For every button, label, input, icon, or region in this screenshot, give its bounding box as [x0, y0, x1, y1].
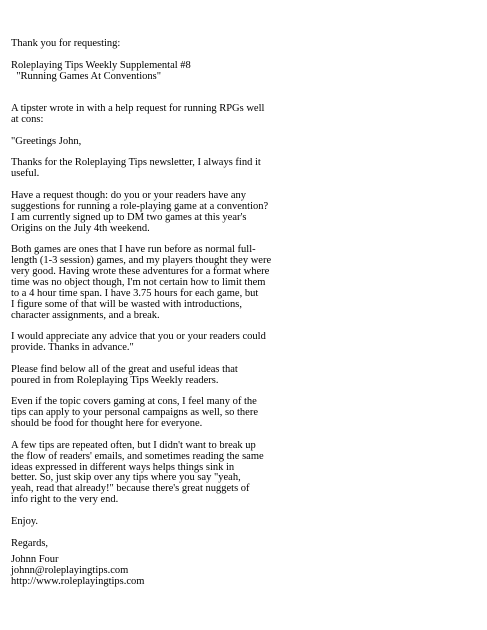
text-line: length (1-3 session) games, and my players thought they were — [11, 255, 272, 267]
text-line: very good. Having wrote these adventures for a format where — [11, 266, 270, 278]
text-line: A tipster wrote in with a help request for running RPGs well — [11, 103, 265, 115]
text-line: time was no object though, I'm not certain how to limit them — [11, 276, 266, 288]
text-line: the flow of readers' emails, and sometimes reading the same — [11, 450, 264, 462]
signature-name: Johnn Four — [11, 553, 59, 565]
text-line: Regards, — [11, 537, 49, 549]
text-line: poured in from Roleplaying Tips Weekly readers. — [11, 374, 219, 386]
text-line: should be food for thought here for everyone. — [11, 418, 203, 430]
text-line: I would appreciate any advice that you or your readers could — [11, 331, 266, 343]
text-line: I figure some of that will be wasted with introductions, — [11, 298, 242, 310]
text-line: Please find below all of the great and useful ideas that — [11, 363, 238, 375]
text-line: Have a request though: do you or your readers have any — [11, 190, 247, 202]
text-line: yeah, read that already!" because there's great nuggets of — [11, 483, 250, 495]
text-line: "Greetings John, — [11, 135, 82, 147]
text-line: character assignments, and a break. — [11, 309, 160, 321]
text-line: Origins on the July 4th weekend. — [11, 222, 150, 234]
text-line: tips can apply to your personal campaigns as well, so there — [11, 407, 258, 419]
text-line: Both games are ones that I have run before as normal full- — [11, 244, 256, 256]
text-line: at cons: — [11, 114, 44, 126]
email-link: johnn@roleplayingtips.com — [11, 564, 129, 576]
text-line: suggestions for running a role-playing game at a convention? — [11, 200, 269, 212]
text-line: useful. — [11, 168, 40, 180]
text-line: A few tips are repeated often, but I didn't want to break up — [11, 439, 256, 451]
text-line: info right to the very end. — [11, 494, 119, 506]
text-line: ideas expressed in different ways helps things sink in — [11, 461, 235, 473]
text-line: "Running Games At Conventions" — [11, 70, 162, 82]
text-line: Thank you for requesting: — [11, 38, 121, 49]
text-line: better. So, just skip over any tips where you say "yeah, — [11, 472, 241, 484]
text-line: provide. Thanks in advance." — [11, 342, 134, 354]
text-line: to a 4 hour time span. I have 3.75 hours for each game, but — [11, 287, 259, 299]
website-link: http://www.roleplayingtips.com — [11, 575, 145, 587]
text-line: Roleplaying Tips Weekly Supplemental #8 — [11, 59, 191, 71]
text-line: Thanks for the Roleplaying Tips newsletter, I always find it — [11, 157, 261, 169]
text-line: I am currently signed up to DM two games at this year's — [11, 211, 247, 223]
text-line: Even if the topic covers gaming at cons, I feel many of the — [11, 396, 257, 408]
text-line: Enjoy. — [11, 515, 39, 527]
